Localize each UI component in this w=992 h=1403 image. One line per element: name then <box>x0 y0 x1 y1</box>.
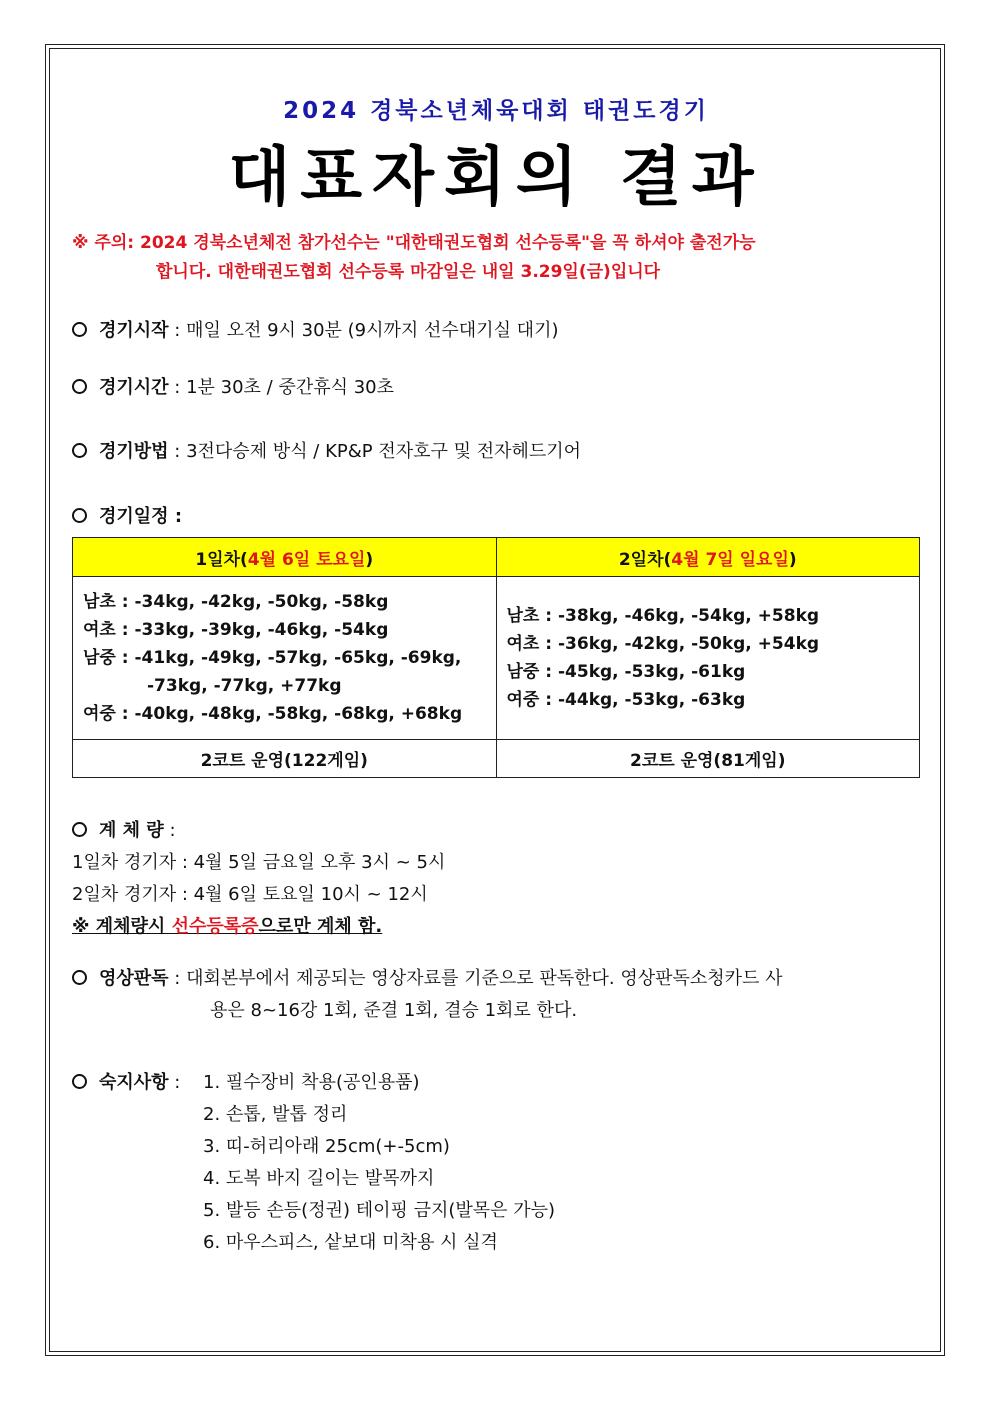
circle-bullet-icon <box>72 443 87 458</box>
section-duration <box>72 373 394 399</box>
category-line: 여초 : -33kg, -39kg, -46kg, -54kg <box>83 620 389 640</box>
weighin-day1: 1일차 경기자 : 4월 5일 금요일 오후 3시 ~ 5시 <box>72 852 446 873</box>
section-label: 경기방법 <box>99 441 169 462</box>
rule-item: 2. 손톱, 발톱 정리 <box>203 1104 348 1125</box>
schedule-table <box>72 537 920 778</box>
day1-footer: 2코트 운영(122게임) <box>73 740 497 778</box>
rule-item: 4. 도복 바지 길이는 발목까지 <box>203 1168 435 1189</box>
section-value: : 3전다승제 방식 / KP&P 전자호구 및 전자헤드기어 <box>174 441 582 462</box>
section-label: 경기일정 : <box>99 506 183 527</box>
category-line: 여중 : -40kg, -48kg, -58kg, -68kg, +68kg <box>83 704 463 724</box>
section-value: : 대회본부에서 제공되는 영상자료를 기준으로 판독한다. 영상판독소청카드 사 <box>174 968 783 989</box>
category-line: 남초 : -34kg, -42kg, -50kg, -58kg <box>83 592 389 612</box>
section-value: : 매일 오전 9시 30분 (9시까지 선수대기실 대기) <box>174 320 559 341</box>
day1-date: 4월 6일 토요일 <box>247 549 366 570</box>
day1-categories <box>73 577 497 740</box>
circle-bullet-icon <box>72 508 87 523</box>
circle-bullet-icon <box>72 1074 87 1089</box>
day1-header: 1일차(4월 6일 토요일) <box>73 538 497 577</box>
circle-bullet-icon <box>72 970 87 985</box>
section-value: : 1분 30초 / 중간휴식 30초 <box>174 377 395 398</box>
weighin-note-highlight: 선수등록증 <box>171 916 259 937</box>
page-title: 대표자회의 결과 <box>228 141 764 215</box>
section-video <box>72 964 783 990</box>
section-colon: : <box>169 820 176 841</box>
section-start <box>72 316 558 342</box>
category-line: 여중 : -44kg, -53kg, -63kg <box>506 690 746 710</box>
rule-item: 6. 마우스피스, 샅보대 미착용 시 실격 <box>203 1232 498 1253</box>
day2-footer: 2코트 운영(81게임) <box>496 740 920 778</box>
section-label: 계 체 량 <box>99 820 164 841</box>
category-line: 여초 : -36kg, -42kg, -50kg, +54kg <box>506 634 820 654</box>
circle-bullet-icon <box>72 379 87 394</box>
day2-header: 2일차(4월 7일 일요일) <box>496 538 920 577</box>
category-line: 남초 : -38kg, -46kg, -54kg, +58kg <box>506 606 820 626</box>
rule-item: 5. 발등 손등(정권) 테이핑 금지(발목은 가능) <box>203 1200 556 1221</box>
section-weighin <box>72 816 176 842</box>
weighin-note: ※ 계체량시 선수등록증으로만 계체 함. <box>72 916 383 937</box>
circle-bullet-icon <box>72 822 87 837</box>
category-line: 남중 : -45kg, -53kg, -61kg <box>506 662 746 682</box>
circle-bullet-icon <box>72 322 87 337</box>
weighin-day2: 2일차 경기자 : 4월 6일 토요일 10시 ~ 12시 <box>72 884 428 905</box>
rule-item: 1. 필수장비 착용(공인용품) <box>203 1072 420 1093</box>
section-label: 영상판독 <box>99 968 169 989</box>
category-line: 남중 : -41kg, -49kg, -57kg, -65kg, -69kg, <box>83 648 462 668</box>
category-line: -73kg, -77kg, +77kg <box>147 676 342 696</box>
notice-line-1: ※ 주의: 2024 경북소년체전 참가선수는 "대한태권도협회 선수등록"을 꼭 하셔야 출전가능 <box>72 233 756 253</box>
section-method <box>72 437 581 463</box>
section-label: 경기시작 <box>99 320 169 341</box>
section-label: 경기시간 <box>99 377 169 398</box>
event-subtitle: 2024 경북소년체육대회 태권도경기 <box>283 98 709 124</box>
rule-item: 3. 띠-허리아래 25cm(+-5cm) <box>203 1136 450 1157</box>
section-schedule <box>72 502 182 528</box>
section-colon: : <box>174 1072 181 1093</box>
day2-categories <box>496 577 920 740</box>
section-rules <box>72 1068 180 1094</box>
section-label: 숙지사항 <box>99 1072 169 1093</box>
notice-line-2: 합니다. 대한태권도협회 선수등록 마감일은 내일 3.29일(금)입니다 <box>156 262 661 282</box>
day2-date: 4월 7일 일요일 <box>671 549 789 570</box>
video-line-2: 용은 8~16강 1회, 준결 1회, 결승 1회로 한다. <box>210 1000 578 1021</box>
